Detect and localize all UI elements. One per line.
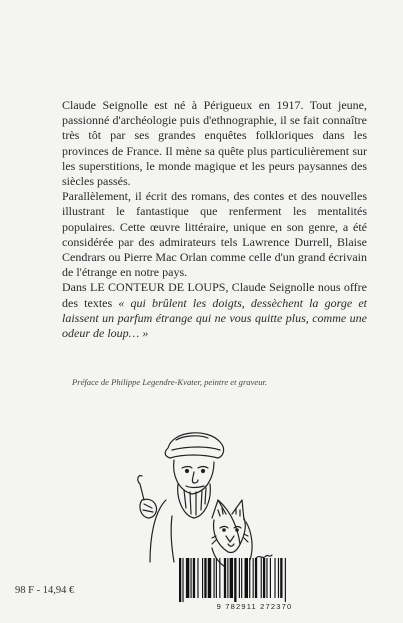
isbn-number: 9 782911 272370 bbox=[216, 602, 293, 611]
blurb-text bbox=[62, 98, 367, 341]
barcode-bar bbox=[219, 558, 220, 598]
barcode-bar bbox=[202, 558, 203, 598]
barcode-bar bbox=[239, 558, 240, 598]
barcode-bar bbox=[208, 558, 211, 598]
blurb-paragraph-3-intro: Dans LE CONTEUR DE LOUPS, Claude Seignolle nous offre des textes bbox=[62, 280, 367, 310]
barcode-bar bbox=[249, 558, 250, 598]
preface-credit: Préface de Philippe Legendre-Kvater, peintre et graveur. bbox=[72, 377, 268, 387]
barcode-bar bbox=[186, 558, 189, 598]
illustration-man-and-wolf bbox=[128, 420, 278, 570]
barcode-bar bbox=[274, 558, 275, 598]
barcode-bar bbox=[261, 558, 262, 598]
barcode-bar bbox=[204, 558, 206, 598]
barcode-bar bbox=[278, 558, 279, 598]
barcode-bar bbox=[263, 558, 265, 598]
barcode-bar bbox=[227, 558, 228, 598]
barcode-bar bbox=[191, 558, 192, 598]
barcode-bar bbox=[241, 558, 242, 598]
barcode-bar bbox=[245, 558, 248, 598]
barcode-bar bbox=[280, 558, 282, 598]
blurb-paragraph-2: Parallèlement, il écrit des romans, des contes et des nouvelles illustrant le fantastique que renferment les mentalités populaires. Cette œuvre littéraire, unique en son genre, a été considérée par des admirateurs tels Lawrence Durrell, Blaise Cendrars ou Pierre Mac Orlan comme celle d'un grand écrivain de l'étrange en notre pays. bbox=[62, 189, 367, 280]
barcode-bar bbox=[253, 558, 254, 598]
blurb-paragraph-1: Claude Seignolle est né à Périgueux en 1917. Tout jeune, passionné d'archéologie puis d'ethnographie, il se fait connaître très tôt par ses grandes enquêtes folkloriques dans les provinces de France. Il mène sa quête plus particulièrement sur les superstitions, le monde magique et les peurs paysannes des siècles passés. bbox=[62, 98, 367, 189]
barcode-bar bbox=[193, 558, 195, 598]
barcode-bar bbox=[197, 558, 198, 598]
barcode-bar bbox=[255, 558, 257, 598]
barcode-bar bbox=[179, 558, 181, 602]
barcode-bar bbox=[234, 558, 236, 602]
price-label: 98 F - 14,94 € bbox=[15, 585, 75, 596]
barcode-bar bbox=[224, 558, 226, 598]
blurb-quote: « qui brûlent les doigts, dessèchent la gorge et laissent un parfum étrange qui ne vous quitte plus, comme une odeur de loup… » bbox=[62, 295, 367, 341]
barcode-bar bbox=[216, 558, 217, 598]
barcode-bar bbox=[266, 558, 267, 598]
barcode-bar bbox=[230, 558, 233, 598]
barcode-bar bbox=[285, 558, 286, 602]
barcode-bar bbox=[182, 558, 183, 602]
barcode-bar bbox=[270, 558, 271, 598]
blurb-paragraph-3 bbox=[62, 280, 367, 341]
barcode-bar bbox=[214, 558, 215, 598]
